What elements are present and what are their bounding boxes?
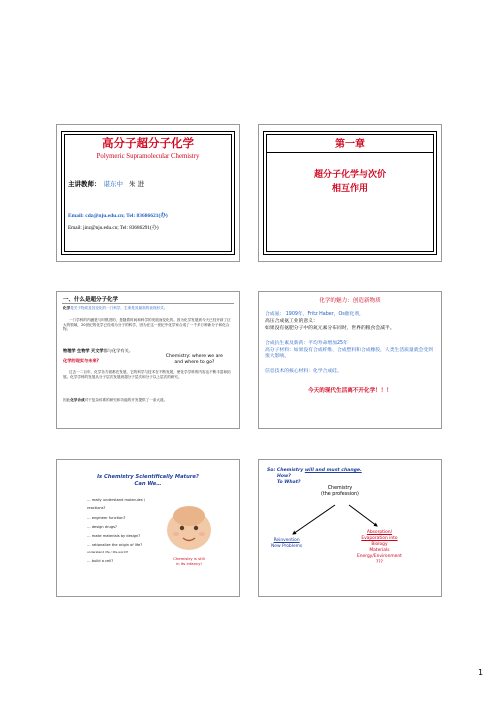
- slide-heading: 一、什么是超分子化学: [63, 297, 119, 303]
- list-item: understand life / life-world?: [87, 550, 129, 554]
- course-subtitle: Polymeric Supramolecular Chemistry: [96, 153, 200, 160]
- keyword: 化学: [63, 306, 71, 310]
- list-item: … engineer function?: [87, 516, 126, 520]
- email-line-2: Email: jinz@nju.edu.cn; Tel: 83686291(办): [68, 225, 159, 231]
- english-question: Chemistry: where we are and where to go?: [165, 354, 223, 365]
- caption: Chemistry is still in its infancy!: [173, 556, 205, 566]
- slide-heading: So: Chemistry will and must change. How? To What?: [267, 468, 362, 486]
- list-item: … rationalize the origin of life?: [87, 543, 143, 547]
- teacher-name-1: 谌东中: [103, 180, 123, 188]
- divider: [267, 152, 433, 153]
- list-item: … make materials by design?: [87, 534, 141, 538]
- list-item: … really understand molecules /: [87, 498, 146, 502]
- slide-3-what-is-supramolecular: [56, 291, 240, 429]
- teacher-label: 主讲教师：: [68, 180, 101, 188]
- slide-heading: Is Chemistry Scientifically Mature? Can We…: [97, 474, 199, 487]
- slide-4-charm-of-chemistry: [258, 291, 442, 429]
- teacher-line: [68, 179, 144, 188]
- email-line-1: Email: cdz@nju.edu.cn; Tel: 83686621(办): [68, 213, 168, 219]
- slide-5-chemistry-mature: [56, 459, 240, 597]
- absorption-node: Absorption/ Evaporation into Biology Materials Energy/Environment ???: [357, 530, 402, 565]
- slide-heading: 化学的魅力：创造新物质: [319, 298, 381, 304]
- list-item: … design drugs?: [87, 525, 117, 529]
- slide-2-chapter: [258, 124, 442, 262]
- course-title: 高分子超分子化学: [102, 136, 194, 150]
- bold-line-1: 物理学 生物学 天文学都与化学有关。: [63, 348, 133, 353]
- text-line-3: 如果没有氨肥分子中的氮元素分布同时，世界的粮食会减半。: [265, 326, 395, 331]
- page-number: 1: [478, 668, 484, 677]
- slide-6-chemistry-change: [258, 459, 442, 597]
- paragraph-4: 因此化学合成对于复杂体系的研究和功能的开发提供了一条大道。: [63, 398, 168, 402]
- text-line-4: 合成抗生素及新药：平均寿命增加25年: [265, 341, 348, 346]
- closing-statement: 今天的现代生活离不开化学！！！: [308, 388, 392, 394]
- teacher-name-2: 朱 进: [129, 180, 145, 188]
- bold-line-2: 化学的现实与未来?: [63, 358, 99, 363]
- list-item: reactions?: [87, 506, 106, 510]
- text-line-6: 信息技术的核心材料：化学合成硅。: [265, 369, 342, 374]
- paragraph-1: 化学是关于物质及其变化的一门科学，生命是其最高的表现形式。: [63, 306, 168, 310]
- chemistry-node: Chemistry (the profession): [321, 486, 359, 497]
- chapter-title-line-1: 超分子化学与次价: [313, 170, 386, 180]
- chapter-title-line-2: 相互作用: [331, 184, 368, 194]
- list-item: … build a cell?: [87, 559, 114, 563]
- slide-1-title: [56, 124, 240, 262]
- reinvention-node: Reinvention New Problems: [271, 538, 303, 549]
- text-line-1: 合成氨： 1909年，Fritz Haber，Os催化剂，: [265, 312, 364, 317]
- paragraph-2: 一门学科的内涵是与时俱进的，是随着时间和科学的发展而变化的。因为化学发展到今天已经开辟了巨大的领域，20世纪的化学已经成为分子的科学，因为在这一世纪中化学家合成了一千多万种新分子和化合物。: [63, 318, 231, 332]
- text-line-5: 高分子材料：如果没有合成纤维、合成塑料和合成橡胶，人类生活质量就会受到很大影响。: [265, 348, 433, 359]
- baby-picture: [164, 504, 214, 552]
- text-line-2: 高压合成氨工业的意义：: [265, 319, 318, 324]
- paragraph-3: 过去一二百年，化学各方面都在发展，它的科学与技术在不断发展，使化学学科的内容也不断丰富和拓展。化学学科的发展从分子层次发展到超分子层次和分子以上层次的研究。: [63, 370, 231, 379]
- divider: [62, 303, 234, 304]
- chapter-label: 第一章: [335, 139, 365, 150]
